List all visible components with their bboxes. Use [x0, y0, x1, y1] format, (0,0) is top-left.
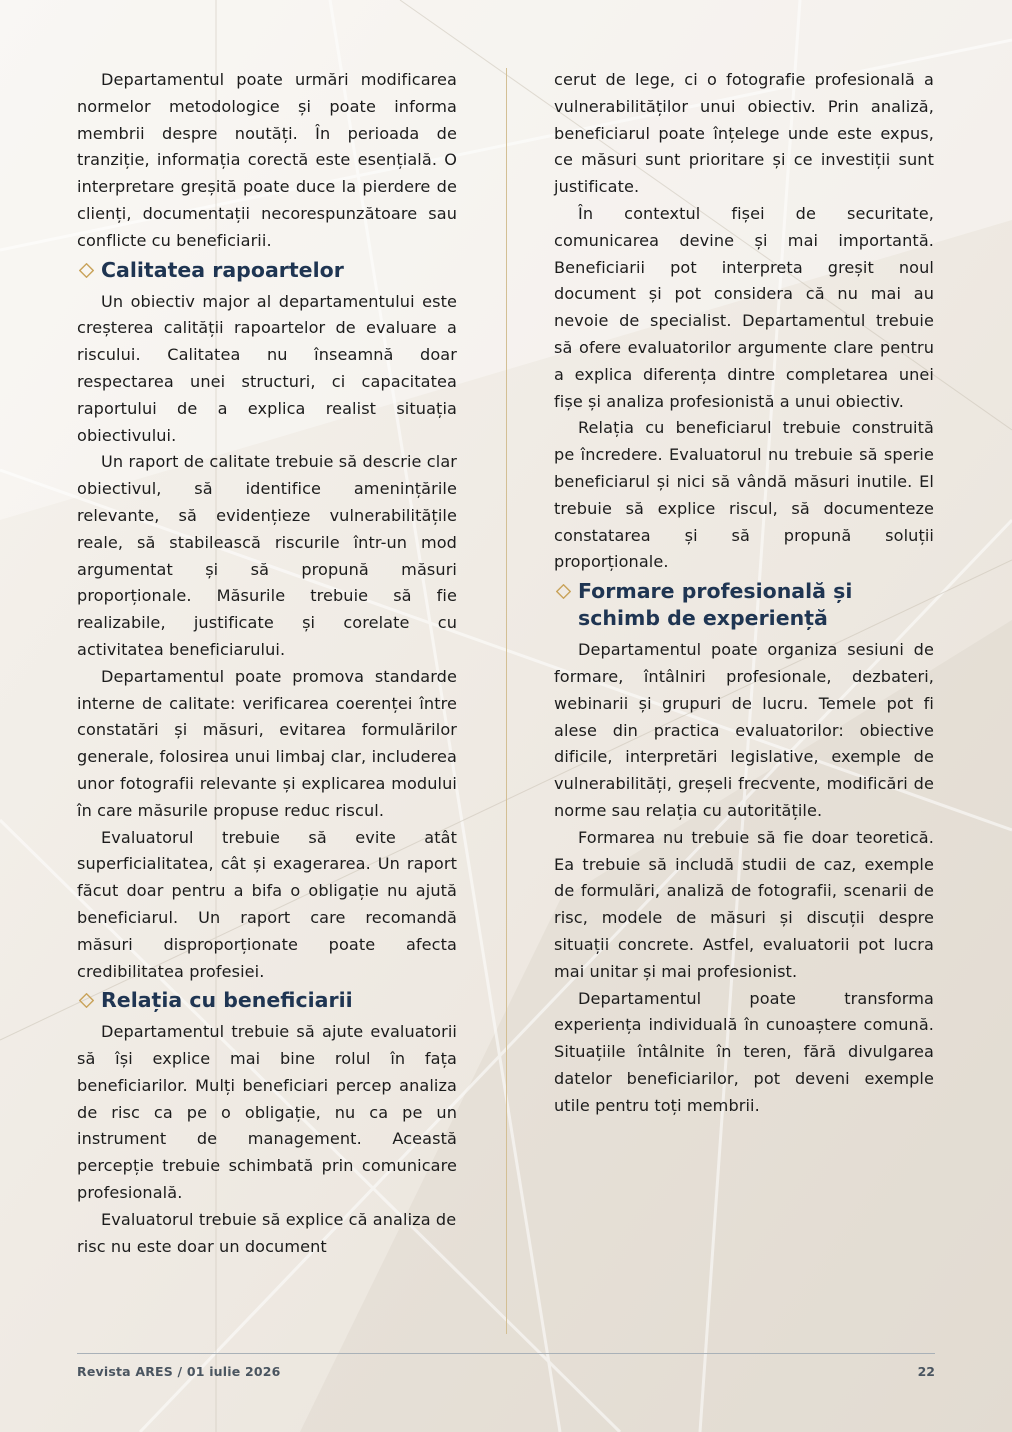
column-divider [506, 68, 507, 1334]
diamond-icon [556, 584, 571, 599]
section-heading-calitatea-rapoartelor [77, 257, 457, 284]
heading-text: Relația cu beneficiarii [101, 988, 353, 1013]
paragraph: Formarea nu trebuie să fie doar teoretică. Ea trebuie să includă studii de caz, exemple de formulări, analiză de fotografii, scenarii de risc, modele de măsuri și discuții despre situații concrete. Astfel, evaluatorii pot lucra mai unitar și mai profesionist. [554, 827, 934, 981]
paragraph: Departamentul poate organiza sesiuni de formare, întâlniri profesionale, dezbateri, webinarii și grupuri de lucru. Temele pot fi alese din practica evaluatorilor: obiective dificile, interpretări legislative, exemple de vulnerabilități, greșeli frecvente, modificări de norme sau relația cu autoritățile. [554, 640, 934, 820]
right-column [554, 67, 934, 1119]
paragraph: Evaluatorul trebuie să evite atât superficialitatea, cât și exagerarea. Un raport făcut doar pentru a bifa o obligație nu ajută beneficiarul. Un raport care recomandă măsuri disproporționate poate afecta credibilitatea profesiei. [77, 827, 457, 981]
diamond-icon [79, 993, 94, 1008]
footer-publication: Revista ARES / 01 iulie 2026 [77, 1364, 281, 1379]
page-number: 22 [917, 1364, 935, 1379]
paragraph: Relația cu beneficiarul trebuie construită pe încredere. Evaluatorul nu trebuie să sperie beneficiarul și nici să vândă măsuri inutile. El trebuie să explice riscul, să documenteze constatarea și să propună soluții proporționale. [554, 418, 934, 572]
section-heading-relatia-cu-beneficiarii [77, 987, 457, 1014]
footer-rule [77, 1353, 935, 1354]
paragraph: Un raport de calitate trebuie să descrie clar obiectivul, să identifice amenințările relevante, să evidențieze vulnerabilitățile reale, să stabilească riscurile într-un mod argumentat și să propună măsuri proporționale. Măsurile trebuie să fie realizabile, justificate și corelate cu activitatea beneficiarului. [77, 452, 457, 659]
paragraph: Departamentul poate promova standarde interne de calitate: verificarea coerenței între constatări și măsuri, evitarea formulărilor generale, folosirea unui limbaj clar, includerea unor fotografii relevante și explicarea modului în care măsurile propuse reduc riscul. [77, 666, 457, 820]
paragraph: Departamentul poate transforma experiența individuală în cunoaștere comună. Situațiile întâlnite în teren, fără divulgarea datelor beneficiarilor, pot deveni exemple utile pentru toți membrii. [554, 988, 934, 1115]
section-heading-formare-profesionala [554, 578, 934, 632]
paragraph: Departamentul poate urmări modificarea normelor metodologice și poate informa membrii despre noutăți. În perioada de tranziție, informația corectă este esențială. O interpretare greșită poate duce la pierdere de clienți, documentații necorespunzătoare sau conflicte cu beneficiarii. [77, 70, 457, 250]
paragraph: Departamentul trebuie să ajute evaluatorii să își explice mai bine rolul în fața beneficiarilor. Mulți beneficiari percep analiza de risc ca pe o obligație, nu ca pe un instrument de management. Această percepție trebuie schimbată prin comunicare profesională. [77, 1022, 457, 1203]
diamond-icon [79, 263, 94, 278]
left-column [77, 67, 457, 1260]
heading-text: Formare profesională și schimb de experiență [578, 579, 853, 631]
paragraph: cerut de lege, ci o fotografie profesională a vulnerabilităților unui obiectiv. Prin analiză, beneficiarul poate înțelege unde este expus, ce măsuri sunt prioritare și ce investiții sunt justificate. [554, 70, 934, 197]
heading-text: Calitatea rapoartelor [101, 257, 344, 282]
paragraph: Evaluatorul trebuie să explice că analiza de risc nu este doar un document [77, 1209, 457, 1256]
paragraph: În contextul fișei de securitate, comunicarea devine și mai importantă. Beneficiarii pot interpreta greșit noul document și pot considera că nu mai au nevoie de specialist. Departamentul trebuie să ofere evaluatorilor argumente clare pentru a explica diferența dintre completarea unei fișe și analiza profesionistă a unui obiectiv. [554, 203, 934, 411]
paragraph: Un obiectiv major al departamentului este creșterea calității rapoartelor de evaluare a riscului. Calitatea nu înseamnă doar respectarea unei structuri, ci capacitatea raportului de a explica realist situația obiectivului. [77, 291, 457, 445]
